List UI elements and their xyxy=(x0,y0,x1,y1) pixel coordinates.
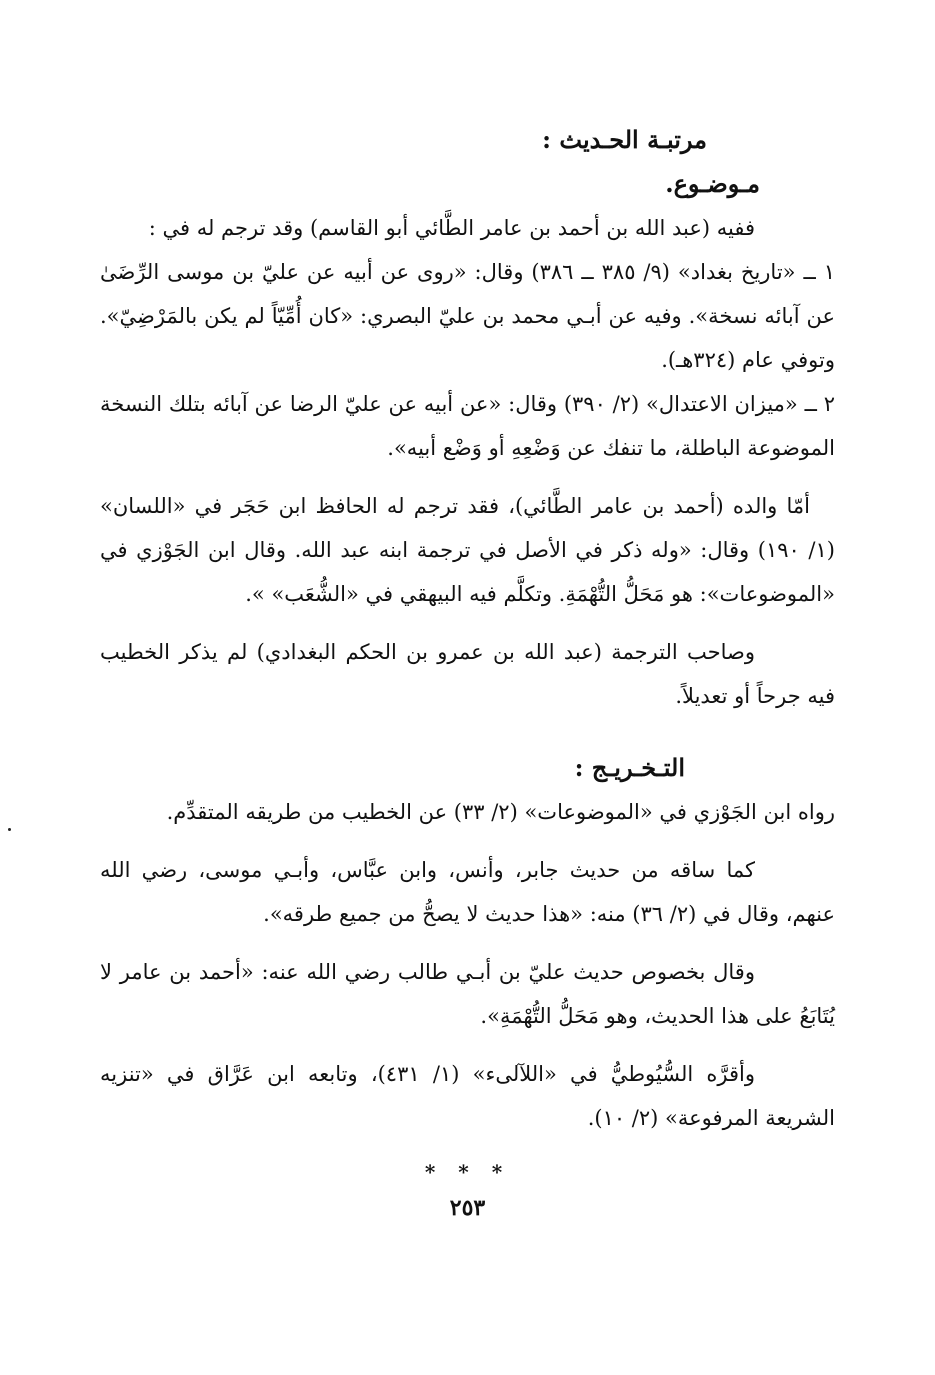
page-body xyxy=(100,118,835,1226)
companion-paragraph: وصاحب الترجمة (عبد الله بن عمرو بن الحكم البغدادي) لم يذكر الخطيب فيه جرحاً أو تعديلاً. xyxy=(100,640,835,708)
takhrij-paragraph-2: كما ساقه من حديث جابر، وأنس، وابن عبَّاس، وأبـي موسى، رضي الله عنهم، وقال في (٢/ ٣٦) منه: «هذا حديث لا يصحُّ من جميع طرقه». xyxy=(100,858,835,926)
page-number: ٢٥٣ xyxy=(449,1195,486,1221)
narrator-intro-paragraph: ففيه (عبد الله بن أحمد بن عامر الطَّائي أبو القاسم) وقد ترجم له في : xyxy=(148,216,755,240)
hadith-rank-heading: مرتبـة الحـديث : xyxy=(542,125,707,154)
source-item-mizan: ٢ ــ «ميزان الاعتدال» (٢/ ٣٩٠) وقال: «عن أبيه عن عليّ الرضا عن آبائه بتلك النسخة الموضوعة الباطلة، ما تنفك عن وَضْعِهِ أو وَضْع أبيه». xyxy=(100,392,835,460)
takhrij-paragraph-1: رواه ابن الجَوْزي في «الموضوعات» (٢/ ٣٣) عن الخطيب من طريقه المتقدِّم. xyxy=(166,800,835,824)
takhrij-heading: التـخـريـج : xyxy=(574,753,685,782)
takhrij-paragraph-3: وقال بخصوص حديث عليّ بن أبـي طالب رضي الله عنه: «أحمد بن عامر لا يُتَابَعُ على هذا الحديث، وهو مَحَلُّ التُّهْمَةِ». xyxy=(100,960,835,1028)
section-separator: * * * xyxy=(424,1160,511,1184)
margin-dot xyxy=(8,828,11,831)
takhrij-paragraph-4: وأقرَّه السُّيُوطيُّ في «اللآلىء» (١/ ٤٣١)، وتابعه ابن عَرَّاق في «تنزيه الشريعة المرفوعة» (٢/ ١٠). xyxy=(100,1062,835,1130)
source-item-tarikh-baghdad: ١ ــ «تاريخ بغداد» (٩/ ٣٨٥ ــ ٣٨٦) وقال: «روى عن أبيه عن عليّ بن موسى الرِّضَىٰ عن آبائه نسخة». وفيه عن أبـي محمد بن عليّ البصري: «كان أُمِّيّاً لم يكن بالمَرْضِيّ». وتوفي عام (٣٢٤هـ). xyxy=(100,260,835,372)
hadith-rank-verdict: مـوضـوع. xyxy=(665,169,760,198)
father-paragraph: أمّا والده (أحمد بن عامر الطَّائي)، فقد ترجم له الحافظ ابن حَجَر في «اللسان» (١/ ١٩٠) وقال: «وله ذكر في الأصل في ترجمة ابنه عبد الله. وقال ابن الجَوْزي في «الموضوعات»: هو مَحَلُّ التُّهْمَةِ. وتكلَّم فيه البيهقي في «الشُّعَب» ». xyxy=(100,494,835,606)
